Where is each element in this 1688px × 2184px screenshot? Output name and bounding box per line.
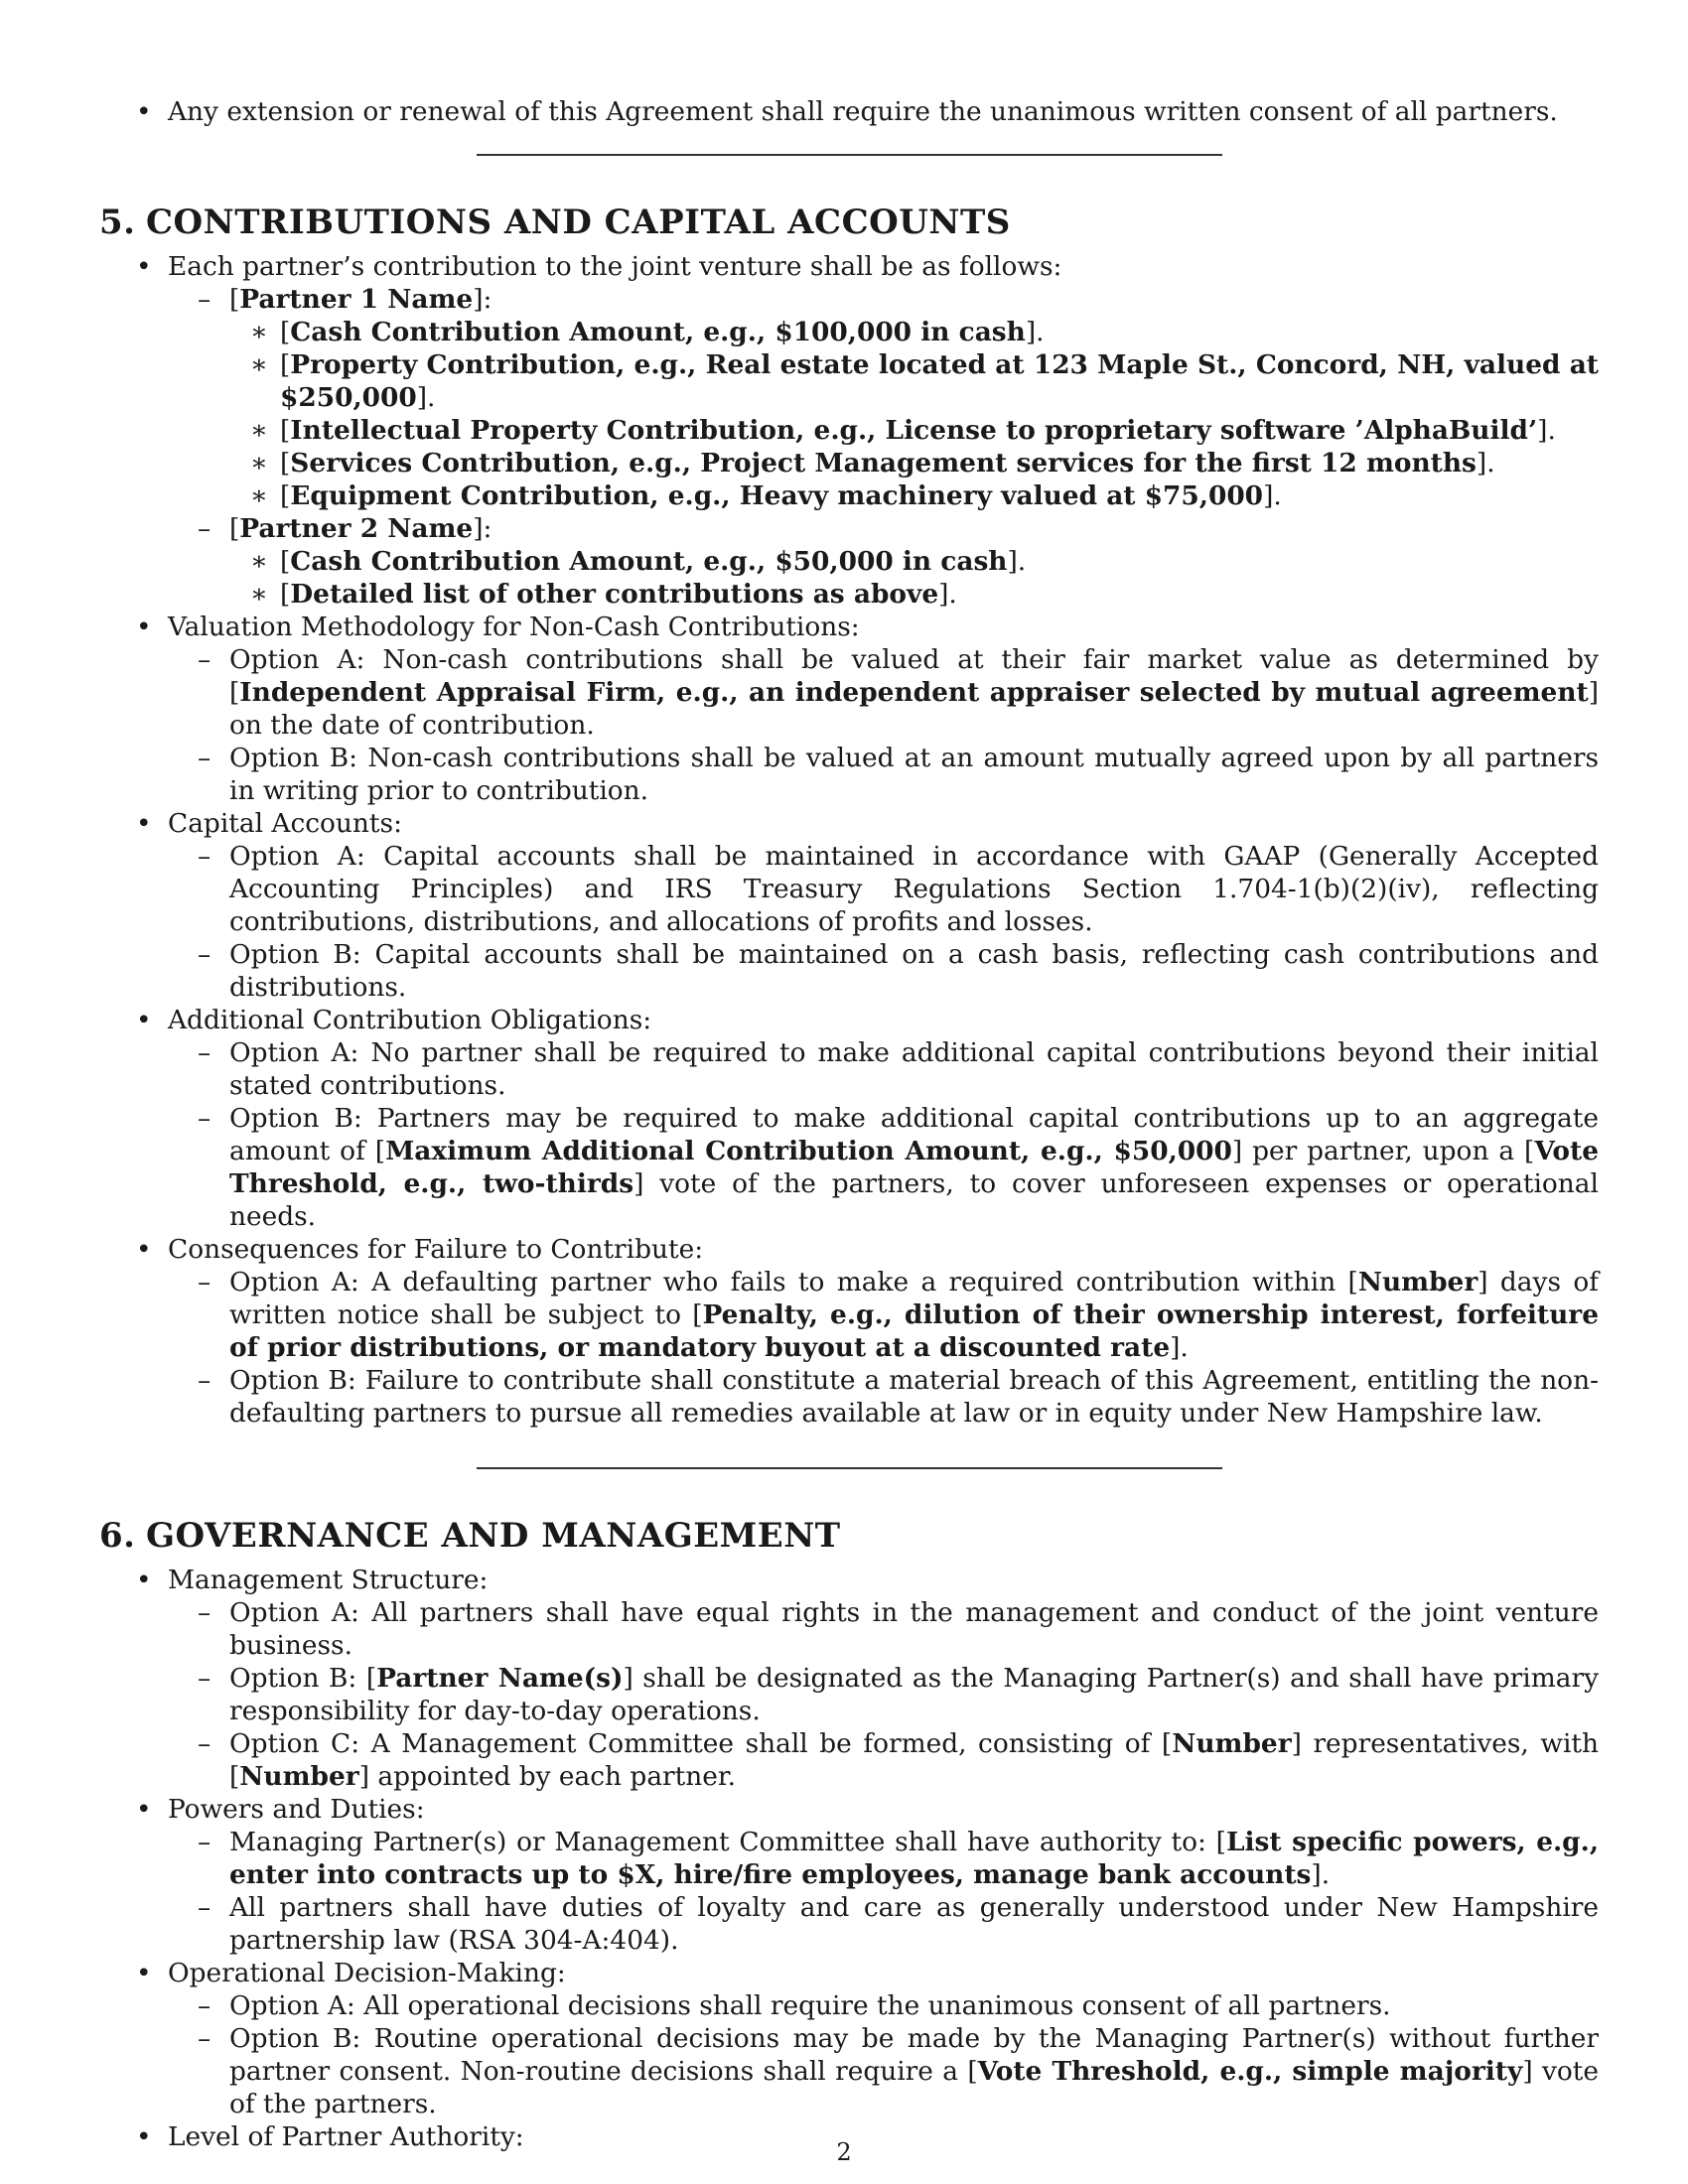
- list-item: – Managing Partner(s) or Management Committee shall have authority to: [List specific powers, e.g., enter into contracts up to $X, hire/fire employees, manage bank accounts].: [99, 1826, 1599, 1891]
- section-heading: 5. CONTRIBUTIONS AND CAPITAL ACCOUNTS: [99, 203, 1011, 242]
- list-item: – Option B: Partners may be required to make additional capital contributions up to an aggregate amount of [Maximum Additional Contribution Amount, e.g., $50,000] per partner, upon a [Vote Threshold, e.g., two-thirds] vote of the partners, to cover unforeseen expenses or operational needs.: [99, 1102, 1599, 1233]
- partner-2-label: [Partner 2 Name]:: [229, 513, 492, 544]
- list-item: – Option B: Capital accounts shall be maintained on a cash basis, reflecting cash contributions and distributions.: [99, 938, 1599, 1004]
- list-item: ∗ [Services Contribution, e.g., Project Management services for the first 12 months].: [99, 447, 1599, 479]
- partner-1-entry: [99, 283, 1599, 512]
- list-item: • Each partner’s contribution to the joint venture shall be as follows: – [Partner 1 Name]: ∗ [Cash Contribution Amount, e.g., $100,000 in cash]. ∗ [Property Contribution, e.g., Real estate located at 123 Maple St., Concord, NH, valued at $250,000]. ∗ [Intellectual Property Contribution, e.g., License to proprietary software ’AlphaBuild’]. ∗ [Services Contribution, e.g., Project Management services for the first 12 months]. ∗ [Equipment Contribution, e.g., Heavy machinery valued at $75,000]. – [Partner 2 Name]: ∗ [Cash Contribution Amount, e.g., $50,000 in cash]. ∗ [Detailed list of other contributions as above].: [99, 250, 1599, 611]
- section-divider: [477, 1467, 1222, 1469]
- list-item: • Level of Partner Authority:: [99, 2120, 1599, 2153]
- list-item: ∗ [Property Contribution, e.g., Real estate located at 123 Maple St., Concord, NH, valued at $250,000].: [99, 348, 1599, 414]
- list-item: – Option A: Non-cash contributions shall be valued at their fair market value as determined by [Independent Appraisal Firm, e.g., an independent appraiser selected by mutual agreement] on the date of contribution.: [99, 643, 1599, 742]
- list-item: – Option A: A defaulting partner who fails to make a required contribution within [Number] days of written notice shall be subject to [Penalty, e.g., dilution of their ownership interest, forfeiture of prior distributions, or mandatory buyout at a discounted rate].: [99, 1266, 1599, 1364]
- list-item: ∗ [Detailed list of other contributions as above].: [99, 578, 1599, 611]
- partner-2-entry: [99, 512, 1599, 611]
- page-number: 2: [836, 2138, 852, 2166]
- list-item: – Option B: Failure to contribute shall constitute a material breach of this Agreement, entitling the non-defaulting partners to pursue all remedies available at law or in equity under New Hampshire law.: [99, 1364, 1599, 1430]
- list-item: – Option A: All operational decisions shall require the unanimous consent of all partners.: [99, 1989, 1599, 2022]
- document-page: [99, 95, 1599, 2153]
- section-5-list: [99, 250, 1599, 1430]
- section-heading: 6. GOVERNANCE AND MANAGEMENT: [99, 1516, 841, 1556]
- list-item: • Management Structure: – Option A: All partners shall have equal rights in the management and conduct of the joint venture business. – Option B: [Partner Name(s)] shall be designated as the Managing Partner(s) and shall have primary responsibility for day-to-day operations. – Option C: A Management Committee shall be formed, consisting of [Number] representatives, with [Number] appointed by each partner.: [99, 1564, 1599, 1793]
- list-item: – Option B: Non-cash contributions shall be valued at an amount mutually agreed upon by all partners in writing prior to contribution.: [99, 742, 1599, 807]
- section-6-list: [99, 1564, 1599, 2153]
- section-divider: [477, 154, 1222, 156]
- list-item: – Option A: Capital accounts shall be maintained in accordance with GAAP (Generally Accepted Accounting Principles) and IRS Treasury Regulations Section 1.704-1(b)(2)(iv), reflecting contributions, distributions, and allocations of profits and losses.: [99, 840, 1599, 938]
- list-item: – Option B: [Partner Name(s)] shall be designated as the Managing Partner(s) and shall have primary responsibility for day-to-day operations.: [99, 1662, 1599, 1727]
- list-item: • Additional Contribution Obligations: – Option A: No partner shall be required to make additional capital contributions beyond their initial stated contributions. – Option B: Partners may be required to make additional capital contributions up to an aggregate amount of [Maximum Additional Contribution Amount, e.g., $50,000] per partner, upon a [Vote Threshold, e.g., two-thirds] vote of the partners, to cover unforeseen expenses or operational needs.: [99, 1004, 1599, 1233]
- list-item: ∗ [Cash Contribution Amount, e.g., $100,000 in cash].: [99, 316, 1599, 348]
- list-item: • Consequences for Failure to Contribute: – Option A: A defaulting partner who fails to make a required contribution within [Number] days of written notice shall be subject to [Penalty, e.g., dilution of their ownership interest, forfeiture of prior distributions, or mandatory buyout at a discounted rate]. – Option B: Failure to contribute shall constitute a material breach of this Agreement, entitling the non-defaulting partners to pursue all remedies available at law or in equity under New Hampshire law.: [99, 1233, 1599, 1430]
- list-item: – Option A: No partner shall be required to make additional capital contributions beyond their initial stated contributions.: [99, 1036, 1599, 1102]
- list-item: ∗ [Equipment Contribution, e.g., Heavy machinery valued at $75,000].: [99, 479, 1599, 512]
- list-item: – Option A: All partners shall have equal rights in the management and conduct of the joint venture business.: [99, 1596, 1599, 1662]
- list-item: ∗ [Intellectual Property Contribution, e.g., License to proprietary software ’AlphaBuild’].: [99, 414, 1599, 447]
- list-item: – Option B: Routine operational decisions may be made by the Managing Partner(s) without further partner consent. Non-routine decisions shall require a [Vote Threshold, e.g., simple majority] vote of the partners.: [99, 2022, 1599, 2120]
- list-item: • Capital Accounts: – Option A: Capital accounts shall be maintained in accordance with GAAP (Generally Accepted Accounting Principles) and IRS Treasury Regulations Section 1.704-1(b)(2)(iv), reflecting contributions, distributions, and allocations of profits and losses. – Option B: Capital accounts shall be maintained on a cash basis, reflecting cash contributions and distributions.: [99, 807, 1599, 1004]
- list-item: – Option C: A Management Committee shall be formed, consisting of [Number] representatives, with [Number] appointed by each partner.: [99, 1727, 1599, 1793]
- extension-renewal-item: • Any extension or renewal of this Agreement shall require the unanimous written consent of all partners.: [99, 95, 1599, 128]
- list-item: [99, 95, 1599, 128]
- list-item: • Powers and Duties: – Managing Partner(s) or Management Committee shall have authority to: [List specific powers, e.g., enter into contracts up to $X, hire/fire employees, manage bank accounts]. – All partners shall have duties of loyalty and care as generally understood under New Hampshire partnership law (RSA 304-A:404).: [99, 1793, 1599, 1957]
- list-item: – All partners shall have duties of loyalty and care as generally understood under New Hampshire partnership law (RSA 304-A:404).: [99, 1891, 1599, 1957]
- list-item: • Operational Decision-Making: – Option A: All operational decisions shall require the unanimous consent of all partners. – Option B: Routine operational decisions may be made by the Managing Partner(s) without further partner consent. Non-routine decisions shall require a [Vote Threshold, e.g., simple majority] vote of the partners.: [99, 1957, 1599, 2120]
- list-item: • Valuation Methodology for Non-Cash Contributions: – Option A: Non-cash contributions shall be valued at their fair market value as determined by [Independent Appraisal Firm, e.g., an independent appraiser selected by mutual agreement] on the date of contribution. – Option B: Non-cash contributions shall be valued at an amount mutually agreed upon by all partners in writing prior to contribution.: [99, 611, 1599, 807]
- partner-1-label: [Partner 1 Name]:: [229, 284, 492, 315]
- list-item: ∗ [Cash Contribution Amount, e.g., $50,000 in cash].: [99, 545, 1599, 578]
